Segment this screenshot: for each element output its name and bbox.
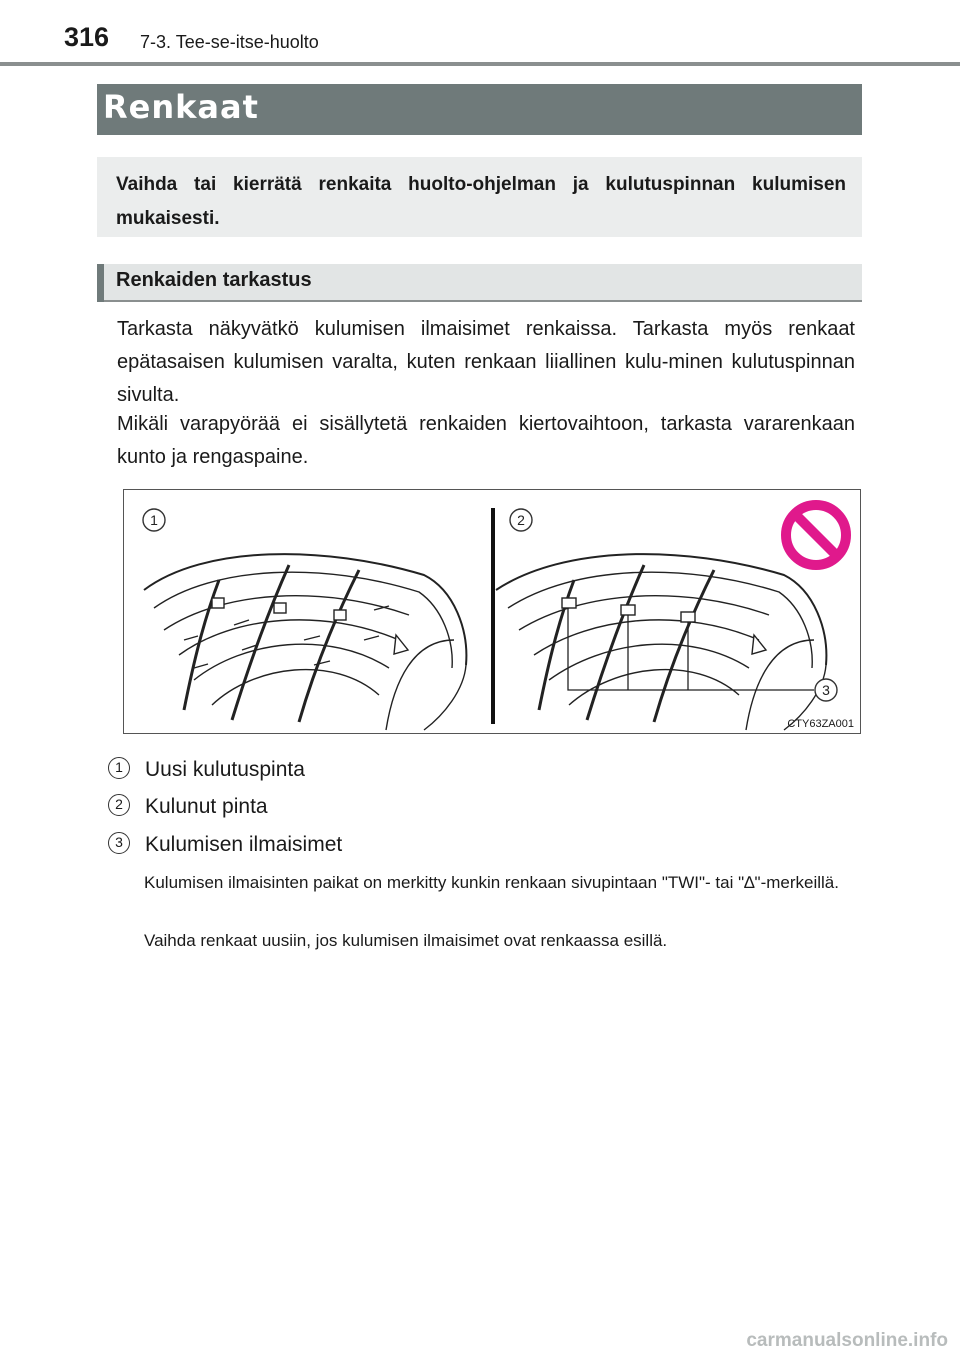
watermark: carmanualsonline.info [746,1330,948,1351]
paragraph-spare: Mikäli varapyörää ei sisällytetä renkaiden kiertovaihtoon, tarkasta vararenkaan kunto ja rengaspaine. [117,413,855,468]
note-twi-markings: Kulumisen ilmaisinten paikat on merkitty kunkin renkaan sivupintaan "TWI"- tai "∆"-merkeillä. [144,873,839,892]
callout-2-label: 2 [517,512,525,528]
page-number: 316 [64,22,110,52]
legend-label: Uusi kulutuspinta [145,758,305,781]
legend-label: Kulunut pinta [145,795,268,818]
tire-illustration [123,489,861,734]
legend-number: 3 [108,832,130,854]
worn-tread-tire [496,554,826,730]
tire-drawing [124,490,860,733]
callout-1 [143,509,165,531]
callout-3-label: 3 [822,682,830,698]
prohibition-icon [786,505,846,565]
paragraph-inspect: Tarkasta näkyvätkö kulumisen ilmaisimet renkaissa. Tarkasta myös renkaat epätasaisen kulumisen varalta, kuten renkaan liiallinen kulu-minen kulutuspinnan sivulta. [117,318,855,406]
subsection-accent [97,264,104,302]
new-tread-tire [144,554,466,730]
note-replace-tires: Vaihda renkaat uusiin, jos kulumisen ilmaisimet ovat renkaassa esillä. [144,931,668,950]
callout-2 [510,509,532,531]
callout-1-label: 1 [150,512,158,528]
section-title: Renkaat [103,88,259,126]
subsection-title: Renkaiden tarkastus [116,269,312,291]
legend-label: Kulumisen ilmaisimet [145,833,343,856]
legend-number: 1 [108,757,130,779]
header-divider [0,62,960,66]
callout-3 [815,679,837,701]
figure-divider [491,508,495,724]
figure-code: CTY63ZA001 [787,718,854,730]
chapter-title: 7-3. Tee-se-itse-huolto [140,32,319,52]
intro-text: Vaihda tai kierrätä renkaita huolto-ohjelman ja kulutuspinnan kulumisen mukaisesti. [116,174,846,229]
legend-number: 2 [108,794,130,816]
